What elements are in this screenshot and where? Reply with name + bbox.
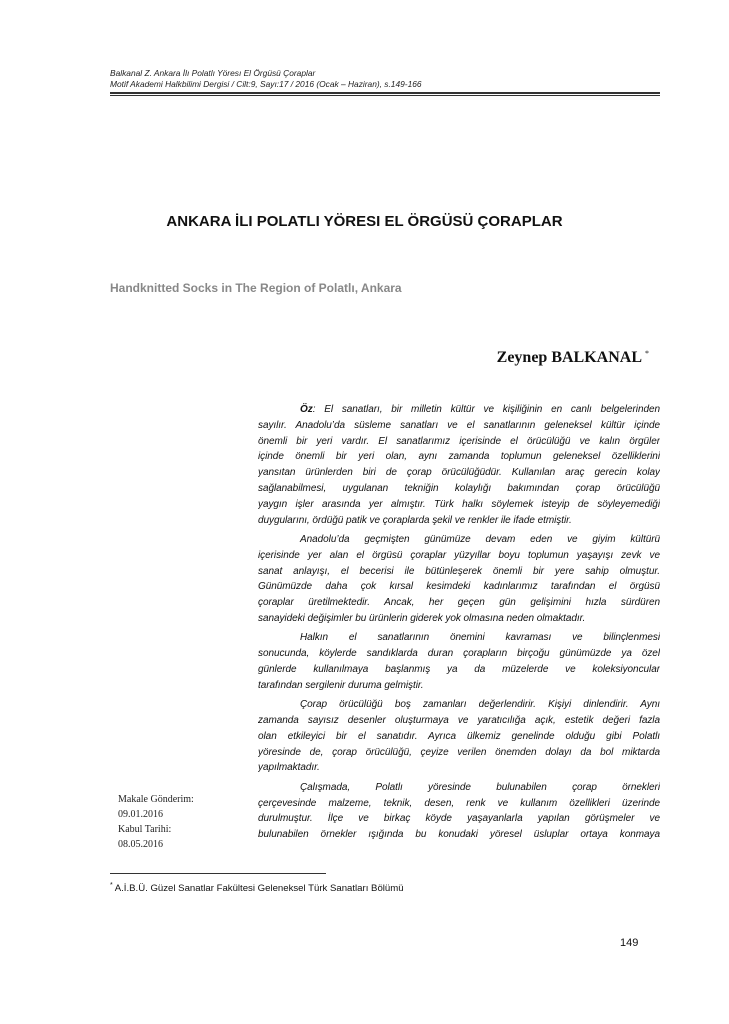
line-text: çerçevesinde malzeme, teknik, desen, renk ve kullanım özellikleri üzerinde xyxy=(258,797,660,809)
line-text: duygularını, ördüğü patik ve çoraplarda şekil ve renkler ile ifade etmiştir. xyxy=(258,514,572,526)
line-text: olan etkileyici bir el sanatıdır. Ayrıca ülkemiz genelinde olduğu gibi Polatlı xyxy=(258,730,660,742)
page-number: 149 xyxy=(620,937,639,949)
text-line xyxy=(258,434,660,450)
line-text: içerisinde yer alan el örgüsü çoraplar yüzyıllar boyu toplumun yaşayışı zevk ve xyxy=(258,549,660,561)
text-line xyxy=(258,827,660,843)
text-line xyxy=(258,564,660,580)
line-text: sağlanabilmesi, uygulanan tekniğin kolaylığı bakımından çorap örücülüğü xyxy=(258,482,660,494)
line-text: günlerde kullanılmaya başlanmış ya da müzelerde ve koleksiyoncular xyxy=(258,663,660,675)
line-text: Çorap örücülüğü boş zamanları değerlendirir. Kişiyi dinlendirir. Aynı xyxy=(300,699,660,711)
author-footnote-mark: * xyxy=(645,349,649,358)
text-line xyxy=(258,780,660,796)
text-line xyxy=(258,630,660,646)
line-text: Günümüzde daha çok kırsal kesimdeki kadınlarımız tarafından el örgüsü xyxy=(258,581,660,593)
abstract-paragraph xyxy=(258,630,660,693)
line-text: içinde önemli bir yeri olan, aynı zamanda toplumun geleneksel özelliklerini xyxy=(258,451,660,463)
article-title: ANKARA İLI POLATLI YÖRESI EL ÖRGÜSÜ ÇORAPLAR xyxy=(166,213,563,230)
line-text: çoraplar üretilmektedir. Ancak, her geçen gün gelişimini hızla sürdüren xyxy=(258,597,660,609)
footnote-rule xyxy=(110,873,326,874)
text-line xyxy=(258,745,660,761)
footnote-mark: * xyxy=(110,882,113,889)
line-text: durulmuştur. İlçe ve birkaç köyde yaşayanlarla yapılan görüşmeler ve xyxy=(258,813,660,825)
text-line xyxy=(258,497,660,513)
text-line xyxy=(258,595,660,611)
abstract-paragraph xyxy=(258,402,660,528)
text-line xyxy=(258,646,660,662)
line-text: önemli bir yeri vardır. El sanatlarımız içerisinde el örücülüğü ve kalın örgüler xyxy=(258,435,660,447)
line-text: Halkın el sanatlarının önemini kavraması ve bilinçlenmesi xyxy=(300,632,660,644)
line-text: zamanda sayısız desenler oluşturmaya ve yaratıcılığa açık, estetik değeri fazla xyxy=(258,714,660,726)
line-text: yansıtan ürünlerden biri de çorap örücülüğüdür. Kullanılan araç gerecin kolay xyxy=(258,467,660,479)
header-rule xyxy=(110,92,660,94)
line-text: yapılmaktadır. xyxy=(258,762,320,774)
footnote-text: A.İ.B.Ü. Güzel Sanatlar Fakültesi Geleneksel Türk Sanatları Bölümü xyxy=(114,883,404,894)
text-line xyxy=(258,402,660,418)
text-line xyxy=(258,796,660,812)
line-text: Anadolu’da geçmişten günümüze devam eden ve giyim kültürü xyxy=(300,533,660,545)
footnote xyxy=(110,882,404,894)
submitted-label: Makale Gönderim: xyxy=(118,794,194,805)
running-header-journal: Motif Akademi Halkbilimi Dergisi / Cilt:9, Sayı:17 / 2016 (Ocak – Haziran), s.149-166 xyxy=(110,79,422,89)
abstract-label: Öz xyxy=(300,404,313,415)
header-rule-thin xyxy=(110,95,660,96)
line-text: bulunabilen örnekler ışığında bu konudaki yöresel üsluplar ortaya konmaya xyxy=(258,829,660,841)
author xyxy=(497,349,649,367)
text-line xyxy=(258,678,660,694)
text-line xyxy=(258,611,660,627)
text-line xyxy=(258,579,660,595)
article-dates xyxy=(118,792,194,852)
line-text: yaygın işler arasında yer almıştır. Türk halkı söylemek isteyip de söyleyemediği xyxy=(258,498,660,510)
accepted-date: 08.05.2016 xyxy=(118,839,163,850)
line-text: : El sanatları, bir milletin kültür ve kişiliğinin en canlı belgelerinden xyxy=(312,404,660,415)
text-line xyxy=(258,532,660,548)
author-name: Zeynep BALKANAL xyxy=(496,349,642,366)
abstract-paragraph xyxy=(258,532,660,627)
line-text: Çalışmada, Polatlı yöresinde bulunabilen çorap örnekleri xyxy=(300,781,660,793)
text-line xyxy=(258,465,660,481)
abstract xyxy=(258,402,660,846)
line-text: sonucunda, köylerde sandıklarda duran çorapların birçoğu günümüzde ya özel xyxy=(258,648,660,660)
text-line xyxy=(258,713,660,729)
line-text: sayılır. Anadolu’da süsleme sanatları ve el sanatlarının geleneksel kültür içinde xyxy=(258,419,660,431)
text-line xyxy=(258,729,660,745)
line-text: yöresinde de, çorap örücülüğü, çeyize verilen önemden dolayı da bol miktarda xyxy=(258,746,660,758)
abstract-paragraph xyxy=(258,780,660,843)
text-line xyxy=(258,811,660,827)
text-line xyxy=(258,662,660,678)
running-header-citation: Balkanal Z. Ankara İlı Polatlı Yöresı El Örgüsü Çoraplar xyxy=(110,68,316,78)
text-line xyxy=(258,697,660,713)
text-line xyxy=(258,449,660,465)
text-line xyxy=(258,548,660,564)
text-line xyxy=(258,418,660,434)
article-subtitle: Handknitted Socks in The Region of Polatlı, Ankara xyxy=(110,281,402,295)
line-text: tarafından sergilenir duruma gelmiştir. xyxy=(258,679,424,691)
line-text: sanayideki değişimler bu ürünlerin giderek yok olmasına neden olmaktadır. xyxy=(258,612,586,624)
abstract-paragraph xyxy=(258,697,660,776)
text-line xyxy=(258,513,660,529)
accepted-label: Kabul Tarihi: xyxy=(118,824,172,835)
submitted-date: 09.01.2016 xyxy=(118,809,163,820)
text-line xyxy=(258,481,660,497)
line-text: sanat anlayışı, el becerisi ile bütünleşerek önemli bir yere sahip olmuştur. xyxy=(258,565,660,577)
text-line xyxy=(258,760,660,776)
